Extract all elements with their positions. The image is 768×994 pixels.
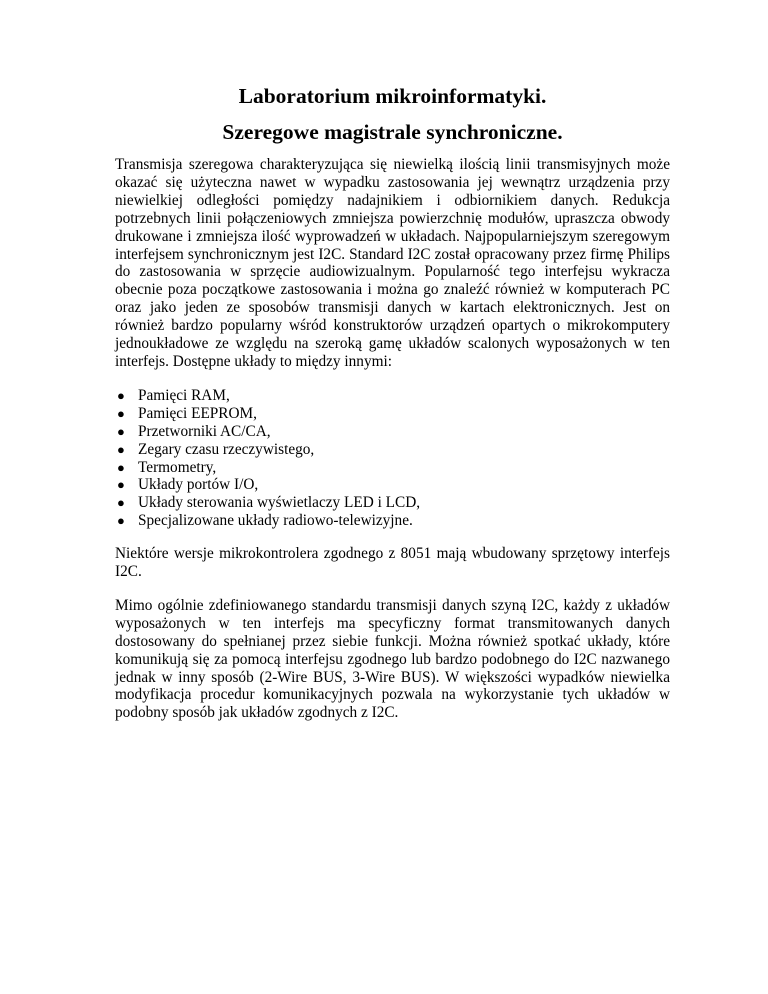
list-item-text: Układy sterowania wyświetlaczy LED i LCD, xyxy=(138,494,421,512)
list-item xyxy=(115,494,670,512)
document-title: Laboratorium mikroinformatyki. xyxy=(238,84,547,108)
list-item-text: Przetworniki AC/CA, xyxy=(138,422,271,440)
list-item-text: Pamięci EEPROM, xyxy=(138,404,257,422)
list-item xyxy=(115,423,670,441)
bullet-icon: ● xyxy=(117,405,125,421)
list-item-text: Układy portów I/O, xyxy=(138,476,259,494)
microcontroller-paragraph: Niektóre wersje mikrokontrolera zgodnego z 8051 mają wbudowany sprzętowy interfejs I2C. xyxy=(115,545,670,581)
bullet-icon: ● xyxy=(117,459,125,475)
bullet-icon: ● xyxy=(117,441,125,457)
list-item-text: Specjalizowane układy radiowo-telewizyjne. xyxy=(138,512,413,530)
list-item xyxy=(115,512,670,530)
device-list xyxy=(115,387,670,530)
bullet-icon: ● xyxy=(117,477,125,493)
list-item xyxy=(115,405,670,423)
bullet-icon: ● xyxy=(117,495,125,511)
closing-paragraph: Mimo ogólnie zdefiniowanego standardu transmisji danych szyną I2C, każdy z układów wyposażonych w ten interfejs ma specyficzny format transmitowanych danych dostosowany do spełnianej przez siebie funkcji. Można również spotkać układy, które komunikują się za pomocą interfejsu zgodnego lub bardzo podobnego do I2C nazwanego jednak w inny sposób (2-Wire BUS, 3-Wire BUS). W większości wypadków niewielka modyfikacja procedur komunikacyjnych pozwala na wykorzystanie tych układów w podobny sposób jak układów zgodnych z I2C. xyxy=(115,596,670,722)
list-item-text: Pamięci RAM, xyxy=(138,386,230,404)
list-item xyxy=(115,476,670,494)
intro-paragraph: Transmisja szeregowa charakteryzująca się niewielką ilością linii transmisyjnych może okazać się użyteczna nawet w wypadku zastosowania jej wewnątrz urządzenia przy niewielkiej odległości pomiędzy nadajnikiem i odbiornikiem danych. Redukcja potrzebnych linii połączeniowych zmniejsza powierzchnię modułów, upraszcza obwody drukowane i zmniejsza ilość wyprowadzeń w układach. Najpopularniejszym szeregowym interfejsem synchronicznym jest I2C. Standard I2C został opracowany przez firmę Philips do zastosowania w sprzęcie audiowizualnym. Popularność tego interfejsu wykracza obecnie poza początkowe zastosowania i można go znaleźć również w komputerach PC oraz jako jeden ze sposobów transmisji danych w kartach elektronicznych. Jest on również bardzo popularny wśród konstruktorów urządzeń opartych o mikrokomputery jednoukładowe ze względu na szeroką gamę układów scalonych wyposażonych w ten interfejs. Dostępne układy to między innymi: xyxy=(115,156,670,370)
list-item xyxy=(115,441,670,459)
bullet-icon: ● xyxy=(117,387,125,403)
bullet-icon: ● xyxy=(117,513,125,529)
list-item-text: Zegary czasu rzeczywistego, xyxy=(138,440,315,458)
document-subtitle: Szeregowe magistrale synchroniczne. xyxy=(222,120,563,144)
list-item-text: Termometry, xyxy=(138,458,217,476)
list-item xyxy=(115,387,670,405)
document-page xyxy=(115,82,670,722)
bullet-icon: ● xyxy=(117,423,125,439)
list-item xyxy=(115,459,670,477)
